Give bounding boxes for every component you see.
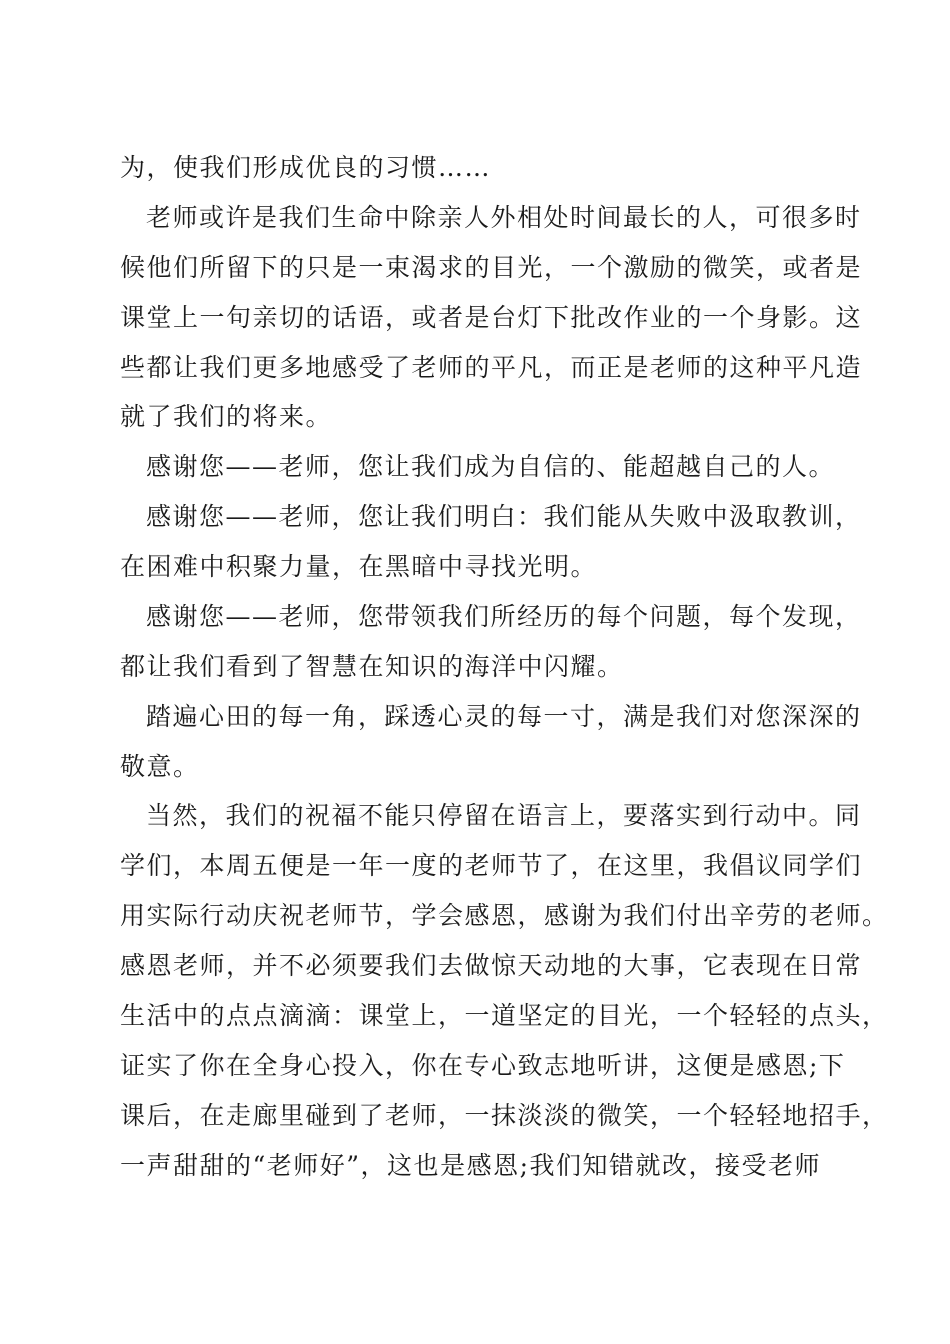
text-line: 候他们所留下的只是一束渴求的目光，一个激励的微笑，或者是 [120,253,863,282]
text-line: 课后，在走廊里碰到了老师，一抹淡淡的微笑，一个轻轻地招手， [120,1101,889,1130]
text-line: 踏遍心田的每一角，踩透心灵的每一寸，满是我们对您深深的 [146,702,862,731]
text-line: 老师或许是我们生命中除亲人外相处时间最长的人，可很多时 [146,203,862,232]
text-line: 感谢您——老师，您带领我们所经历的每个问题，每个发现， [146,602,862,631]
text-line: 在困难中积聚力量，在黑暗中寻找光明。 [120,552,598,581]
text-line: 当然，我们的祝福不能只停留在语言上，要落实到行动中。同 [146,801,862,830]
text-line: 感谢您——老师，您让我们成为自信的、能超越自己的人。 [146,452,836,481]
text-line: 感恩老师，并不必须要我们去做惊天动地的大事，它表现在日常 [120,951,863,980]
text-line: 证实了你在全身心投入，你在专心致志地听讲，这便是感恩;下 [120,1051,846,1080]
text-line: 学们，本周五便是一年一度的老师节了，在这里，我倡议同学们 [120,851,863,880]
text-line: 些都让我们更多地感受了老师的平凡，而正是老师的这种平凡造 [120,353,863,382]
text-line: 为，使我们形成优良的习惯…… [120,153,492,182]
text-line: 就了我们的将来。 [120,402,333,431]
text-line: 敬意。 [120,752,200,781]
text-line: 生活中的点点滴滴：课堂上，一道坚定的目光，一个轻轻的点头， [120,1001,889,1030]
text-line: 感谢您——老师，您让我们明白：我们能从失败中汲取教训， [146,502,862,531]
text-line: 都让我们看到了智慧在知识的海洋中闪耀。 [120,652,624,681]
text-line: 一声甜甜的“老师好”，这也是感恩;我们知错就改，接受老师 [120,1151,821,1180]
text-line: 用实际行动庆祝老师节，学会感恩，感谢为我们付出辛劳的老师。 [120,901,889,930]
text-line: 课堂上一句亲切的话语，或者是台灯下批改作业的一个身影。这 [120,303,863,332]
